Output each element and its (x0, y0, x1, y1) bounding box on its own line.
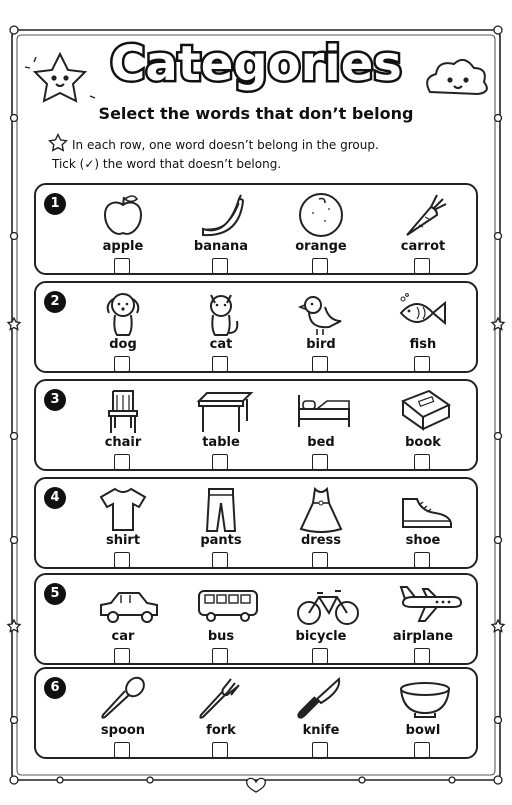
bowl-icon (397, 675, 457, 723)
checkbox-bicycle[interactable] (312, 648, 328, 664)
checkbox-shirt[interactable] (114, 552, 130, 568)
item-spoon (78, 669, 168, 759)
svg-text:Categories: Categories (110, 36, 402, 92)
item-word: bicycle (295, 629, 347, 644)
item-word: bed (307, 435, 335, 450)
item-word: chair (104, 435, 142, 450)
item-apple (78, 185, 168, 275)
checkbox-apple[interactable] (114, 258, 130, 274)
row-number: 6 (44, 677, 66, 699)
carrot-icon (397, 191, 449, 239)
checkbox-book[interactable] (414, 454, 430, 470)
checkbox-spoon[interactable] (114, 742, 130, 758)
page-subtitle: Select the words that don’t belong (98, 104, 414, 123)
item-shoe (378, 479, 468, 569)
pants-icon (195, 485, 247, 533)
item-word: carrot (400, 239, 446, 254)
item-word: car (111, 629, 135, 644)
item-word: bowl (405, 723, 441, 738)
item-bicycle (276, 575, 366, 665)
fish-icon (397, 289, 449, 337)
item-pants (176, 479, 266, 569)
item-carrot (378, 185, 468, 275)
checkbox-chair[interactable] (114, 454, 130, 470)
row-number: 5 (44, 583, 66, 605)
dress-icon (295, 485, 347, 533)
checkbox-dress[interactable] (312, 552, 328, 568)
item-chair (78, 381, 168, 471)
instruction-line-1: In each row, one word doesn’t belong in the group. (72, 138, 379, 152)
spoon-icon (97, 675, 149, 723)
checkbox-pants[interactable] (212, 552, 228, 568)
page-title (0, 26, 512, 96)
item-car (78, 575, 168, 665)
item-bowl (378, 669, 468, 759)
item-book (378, 381, 468, 471)
cat-icon (195, 289, 247, 337)
item-word: shoe (405, 533, 441, 548)
item-word: cat (209, 337, 233, 352)
bicycle-icon (295, 581, 361, 629)
dog-icon (97, 289, 149, 337)
item-cat (176, 283, 266, 373)
category-row-4 (34, 477, 478, 569)
item-word: airplane (392, 629, 454, 644)
item-shirt (78, 479, 168, 569)
checkbox-bus[interactable] (212, 648, 228, 664)
item-banana (176, 185, 266, 275)
item-fish (378, 283, 468, 373)
checkbox-table[interactable] (212, 454, 228, 470)
checkbox-orange[interactable] (312, 258, 328, 274)
item-airplane (378, 575, 468, 665)
checkbox-car[interactable] (114, 648, 130, 664)
apple-icon (97, 191, 149, 239)
item-word: fish (409, 337, 437, 352)
item-dog (78, 283, 168, 373)
item-bus (176, 575, 266, 665)
checkbox-banana[interactable] (212, 258, 228, 274)
bus-icon (195, 581, 261, 629)
item-word: bird (306, 337, 336, 352)
book-icon (397, 387, 457, 435)
airplane-icon (397, 581, 463, 629)
banana-icon (195, 191, 247, 239)
row-number: 1 (44, 193, 66, 215)
item-word: dog (109, 337, 137, 352)
bird-icon (295, 289, 347, 337)
item-dress (276, 479, 366, 569)
item-word: fork (206, 723, 236, 738)
car-icon (97, 581, 163, 629)
instruction-line-2: Tick (✓) the word that doesn’t belong. (52, 157, 282, 171)
row-number: 2 (44, 291, 66, 313)
shoe-icon (397, 485, 457, 533)
shirt-icon (97, 485, 149, 533)
star-icon (48, 133, 68, 153)
item-bird (276, 283, 366, 373)
category-row-1 (34, 183, 478, 275)
orange-icon (295, 191, 347, 239)
checkbox-knife[interactable] (312, 742, 328, 758)
checkbox-fork[interactable] (212, 742, 228, 758)
item-word: spoon (100, 723, 146, 738)
checkbox-bed[interactable] (312, 454, 328, 470)
item-word: book (405, 435, 441, 450)
bed-icon (295, 387, 355, 435)
item-fork (176, 669, 266, 759)
item-word: shirt (105, 533, 141, 548)
item-bed (276, 381, 366, 471)
item-word: orange (295, 239, 347, 254)
item-word: pants (200, 533, 242, 548)
item-word: bus (207, 629, 235, 644)
checkbox-airplane[interactable] (414, 648, 430, 664)
item-word: dress (300, 533, 341, 548)
category-row-2 (34, 281, 478, 373)
row-number: 4 (44, 487, 66, 509)
chair-icon (97, 387, 149, 435)
checkbox-bird[interactable] (312, 356, 328, 372)
item-word: knife (302, 723, 340, 738)
item-table (176, 381, 266, 471)
item-word: apple (102, 239, 144, 254)
item-knife (276, 669, 366, 759)
item-orange (276, 185, 366, 275)
row-number: 3 (44, 389, 66, 411)
table-icon (195, 387, 255, 435)
category-row-5 (34, 573, 478, 665)
fork-icon (195, 675, 247, 723)
checkbox-fish[interactable] (414, 356, 430, 372)
checkbox-cat[interactable] (212, 356, 228, 372)
item-word: banana (193, 239, 249, 254)
checkbox-bowl[interactable] (414, 742, 430, 758)
checkbox-carrot[interactable] (414, 258, 430, 274)
checkbox-dog[interactable] (114, 356, 130, 372)
item-word: table (202, 435, 240, 450)
checkbox-shoe[interactable] (414, 552, 430, 568)
category-row-3 (34, 379, 478, 471)
category-row-6 (34, 667, 478, 759)
knife-icon (295, 675, 347, 723)
